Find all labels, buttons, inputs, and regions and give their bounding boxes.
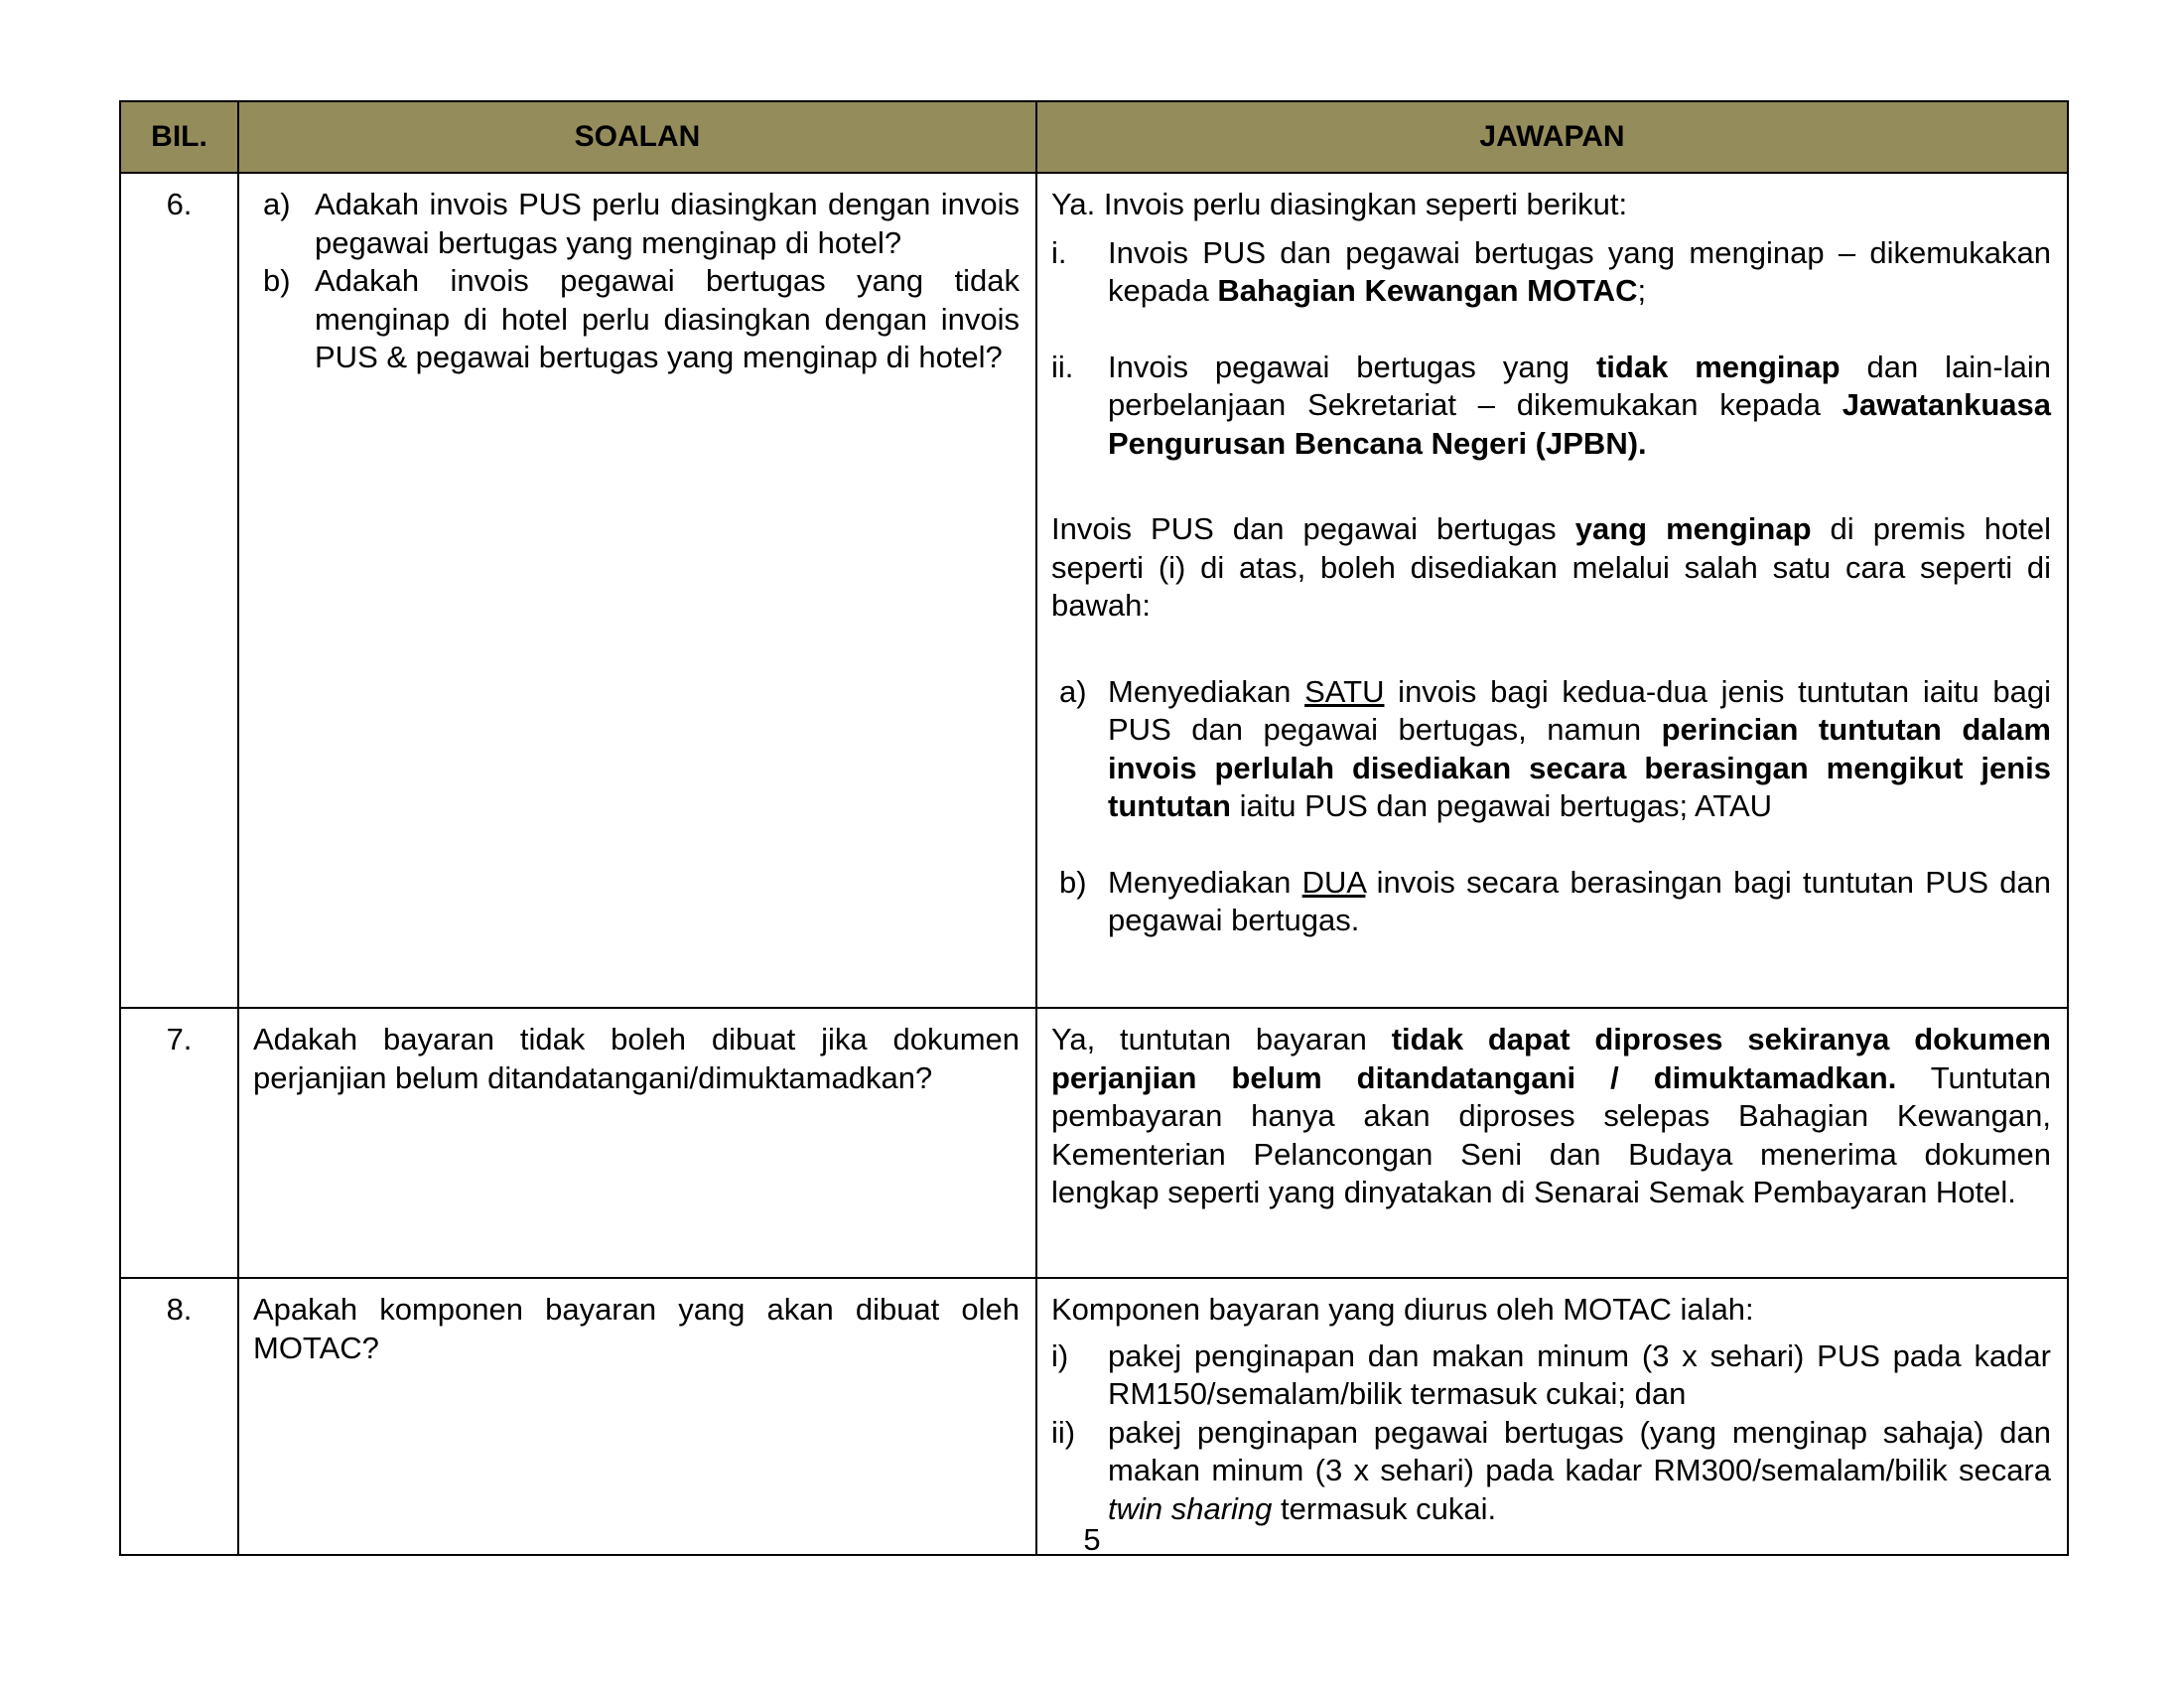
header-soalan: SOALAN [238, 101, 1036, 173]
text-run: Invois PUS dan pegawai bertugas [1051, 511, 1575, 546]
answer-item-ii [1051, 1414, 2051, 1529]
bold-run: perincian tuntutan dalam invois perlulah disediakan secara berasingan mengikut jenis tuntutan [1108, 712, 2051, 823]
item-text: pakej penginapan dan makan minum (3 x sehari) PUS pada kadar RM150/semalam/bilik termasuk cukai; dan [1108, 1337, 2051, 1411]
bold-run: tidak menginap [1595, 349, 1841, 384]
item-text [1108, 234, 2051, 311]
item-label: i. [1051, 234, 1067, 270]
header-bil: BIL. [120, 101, 238, 173]
row-number: 6. [120, 173, 238, 1008]
answer-item-i [1051, 234, 2051, 311]
text-run: invois secara berasingan bagi tuntutan PUS dan pegawai bertugas. [1108, 864, 2051, 937]
text-run: ; [1637, 273, 1647, 308]
answer-cell [1036, 173, 2068, 1008]
text-run: Menyediakan [1108, 673, 1305, 709]
question-cell: Adakah bayaran tidak boleh dibuat jika dokumen perjanjian belum ditandatangani/dimuktamadkan? [238, 1008, 1036, 1278]
item-text [1108, 1414, 2051, 1529]
bold-run: Bahagian Kewangan MOTAC [1217, 273, 1638, 308]
text-run: dan lain-lain perbelanjaan Sekretariat – dikemukakan kepada [1108, 349, 2051, 422]
spacer [1051, 826, 2051, 864]
item-text [1108, 864, 2051, 940]
item-label: ii. [1051, 349, 1074, 384]
question-item [253, 186, 1020, 262]
question-item [253, 262, 1020, 377]
text-run: Invois PUS dan pegawai bertugas yang menginap – dikemukakan kepada [1108, 234, 2051, 308]
text-run: termasuk cukai. [1272, 1490, 1497, 1526]
answer-paragraph [1051, 510, 2051, 626]
answer-intro: Ya. Invois perlu diasingkan seperti berikut: [1051, 187, 1628, 221]
spacer [1051, 463, 2051, 510]
bold-run: Jawatankuasa Pengurusan Bencana Negeri (JPBN). [1108, 387, 2051, 461]
row-number: 7. [120, 1008, 238, 1278]
text-run: invois bagi kedua-dua jenis tuntutan iaitu bagi PUS dan pegawai bertugas, namun [1108, 673, 2051, 747]
answer-item-ii [1051, 349, 2051, 464]
page-number: 5 [1083, 1522, 1101, 1557]
text-run: iaitu PUS dan pegawai bertugas; ATAU [1230, 788, 1773, 823]
answer-item-i [1051, 1337, 2051, 1414]
bold-run: tidak dapat diproses sekiranya dokumen perjanjian belum ditandatangani / dimuktamadkan. [1051, 1022, 2051, 1095]
item-text [1108, 673, 2051, 826]
table-row [120, 173, 2068, 1008]
underline-run: SATU [1304, 673, 1385, 709]
item-label: a) [1059, 673, 1087, 709]
answer-intro: Komponen bayaran yang diurus oleh MOTAC ialah: [1051, 1292, 1754, 1327]
header-jawapan: JAWAPAN [1036, 101, 2068, 173]
faq-table [119, 100, 2069, 1556]
answer-item-b [1051, 864, 2051, 940]
item-label: b) [1059, 864, 1087, 900]
question-cell: Apakah komponen bayaran yang akan dibuat oleh MOTAC? [238, 1278, 1036, 1555]
spacer [1051, 626, 2051, 673]
table-row [120, 1278, 2068, 1555]
item-label: ii) [1051, 1414, 1076, 1450]
item-text: Adakah invois pegawai bertugas yang tidak menginap di hotel perlu diasingkan dengan invois PUS & pegawai bertugas yang menginap di hotel? [315, 263, 1020, 374]
text-run: di premis hotel seperti (i) di atas, boleh disediakan melalui salah satu cara seperti di bawah: [1051, 511, 2051, 623]
text-run: Menyediakan [1108, 864, 1302, 900]
item-label: b) [263, 263, 291, 298]
spacer [1051, 311, 2051, 349]
bold-run: yang menginap [1574, 511, 1812, 546]
underline-run: DUA [1301, 864, 1366, 900]
row-number: 8. [120, 1278, 238, 1555]
item-label: i) [1051, 1337, 1069, 1373]
text-run: Invois pegawai bertugas yang [1108, 349, 1596, 384]
table-row [120, 1008, 2068, 1278]
answer-cell [1036, 1008, 2068, 1278]
italic-run: twin sharing [1108, 1490, 1273, 1526]
text-run: pakej penginapan pegawai bertugas (yang menginap sahaja) dan makan minum (3 x sehari) pada kadar RM300/semalam/bilik secara [1108, 1414, 2051, 1487]
answer-item-a [1051, 673, 2051, 826]
question-cell [238, 173, 1036, 1008]
answer-cell [1036, 1278, 2068, 1555]
item-text [1108, 349, 2051, 464]
item-text: Adakah invois PUS perlu diasingkan dengan invois pegawai bertugas yang menginap di hotel? [315, 187, 1020, 260]
text-run: Tuntutan pembayaran hanya akan diproses selepas Bahagian Kewangan, Kementerian Pelancongan Seni dan Budaya menerima dokumen lengkap seperti yang dinyatakan di Senarai Semak Pembayaran Hotel. [1051, 1059, 2051, 1209]
item-label: a) [263, 187, 291, 221]
text-run: Ya, tuntutan bayaran [1051, 1022, 1392, 1056]
table-header-row [120, 101, 2068, 173]
